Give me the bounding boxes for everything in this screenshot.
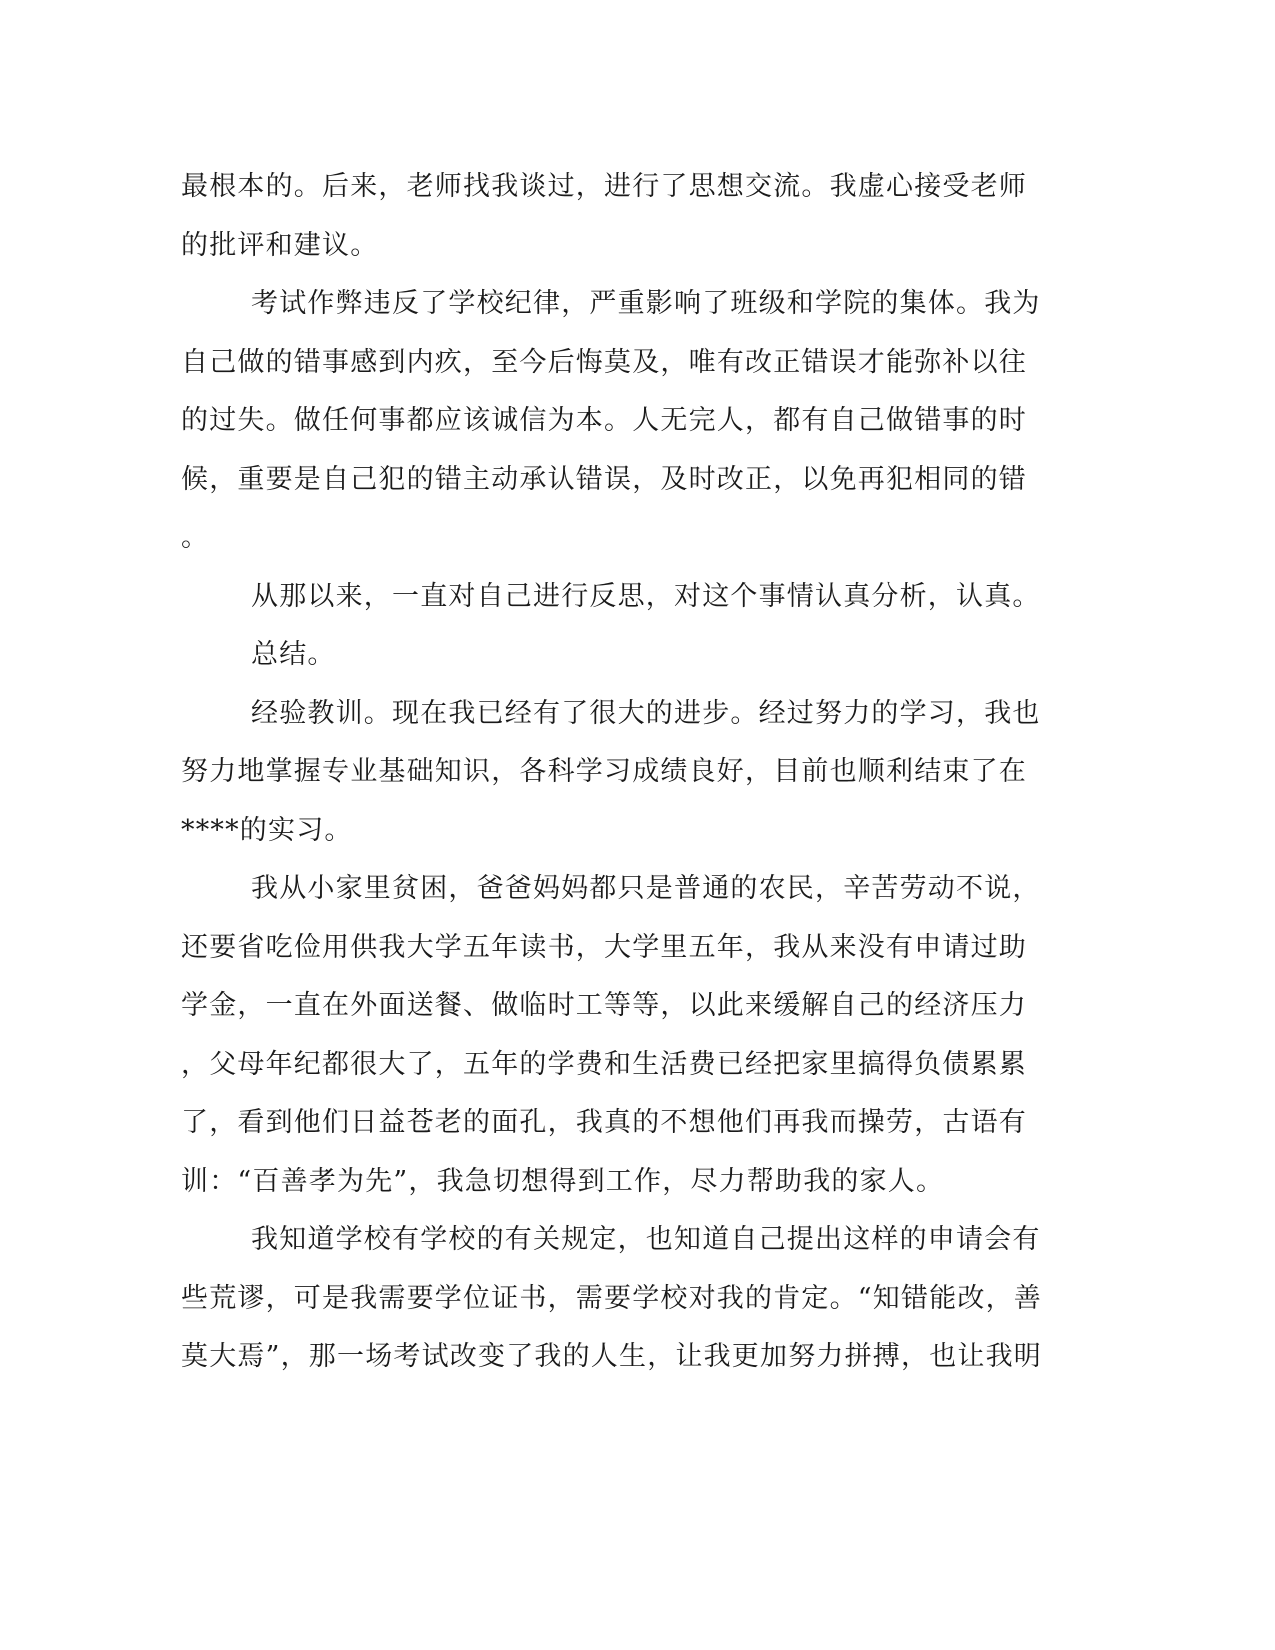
text-line: 总结。 <box>251 639 336 670</box>
text-line: 经验教训。现在我已经有了很大的进步。经过努力的学习，我也 <box>251 697 1041 729</box>
paragraph-p7 <box>181 1211 1041 1387</box>
text-line: 候，重要是自己犯的错主动承认错误，及时改正，以免再犯相同的错 <box>181 463 1027 495</box>
text-line: 了，看到他们日益苍老的面孔，我真的不想他们再我而操劳，古语有 <box>181 1107 1027 1138</box>
text-line: 还要省吃俭用供我大学五年读书，大学里五年，我从来没有申请过助 <box>181 931 1027 963</box>
paragraph-p2 <box>181 275 1041 568</box>
text-line: 我知道学校有学校的有关规定，也知道自己提出这样的申请会有 <box>251 1224 1041 1255</box>
text-line: 些荒谬，可是我需要学位证书，需要学校对我的肯定。“知错能改，善 <box>181 1282 1043 1314</box>
text-line: 努力地掌握专业基础知识，各科学习成绩良好，目前也顺利结束了在 <box>181 756 1027 787</box>
text-line: 学金，一直在外面送餐、做临时工等等，以此来缓解自己的经济压力 <box>181 990 1027 1021</box>
text-line: 训：“百善孝为先”，我急切想得到工作，尽力帮助我的家人。 <box>181 1165 945 1197</box>
paragraph-p6 <box>181 860 1041 1211</box>
text-line: ****的实习。 <box>181 814 353 846</box>
paragraph-p4 <box>181 626 1041 685</box>
text-line: 自己做的错事感到内疚，至今后悔莫及，唯有改正错误才能弥补以往 <box>181 346 1027 378</box>
text-line: 从那以来，一直对自己进行反思，对这个事情认真分析，认真。 <box>251 580 1041 612</box>
text-line: 我从小家里贫困，爸爸妈妈都只是普通的农民，辛苦劳动不说， <box>251 873 1041 904</box>
text-line: 最根本的。后来，老师找我谈过，进行了思想交流。我虚心接受老师 <box>181 171 1027 202</box>
paragraph-p5 <box>181 685 1041 861</box>
text-line: 考试作弊违反了学校纪律，严重影响了班级和学院的集体。我为 <box>251 288 1041 319</box>
text-line: 莫大焉”，那一场考试改变了我的人生，让我更加努力拼搏，也让我明 <box>181 1341 1043 1372</box>
text-line: 。 <box>181 522 210 553</box>
text-line: 的批评和建议。 <box>181 229 379 261</box>
document-body <box>181 158 1041 1387</box>
text-line: 的过失。做任何事都应该诚信为本。人无完人，都有自己做错事的时 <box>181 405 1027 436</box>
paragraph-p3 <box>181 568 1041 627</box>
text-line: ，父母年纪都很大了，五年的学费和生活费已经把家里搞得负债累累 <box>181 1048 1027 1080</box>
paragraph-p1 <box>181 158 1041 275</box>
